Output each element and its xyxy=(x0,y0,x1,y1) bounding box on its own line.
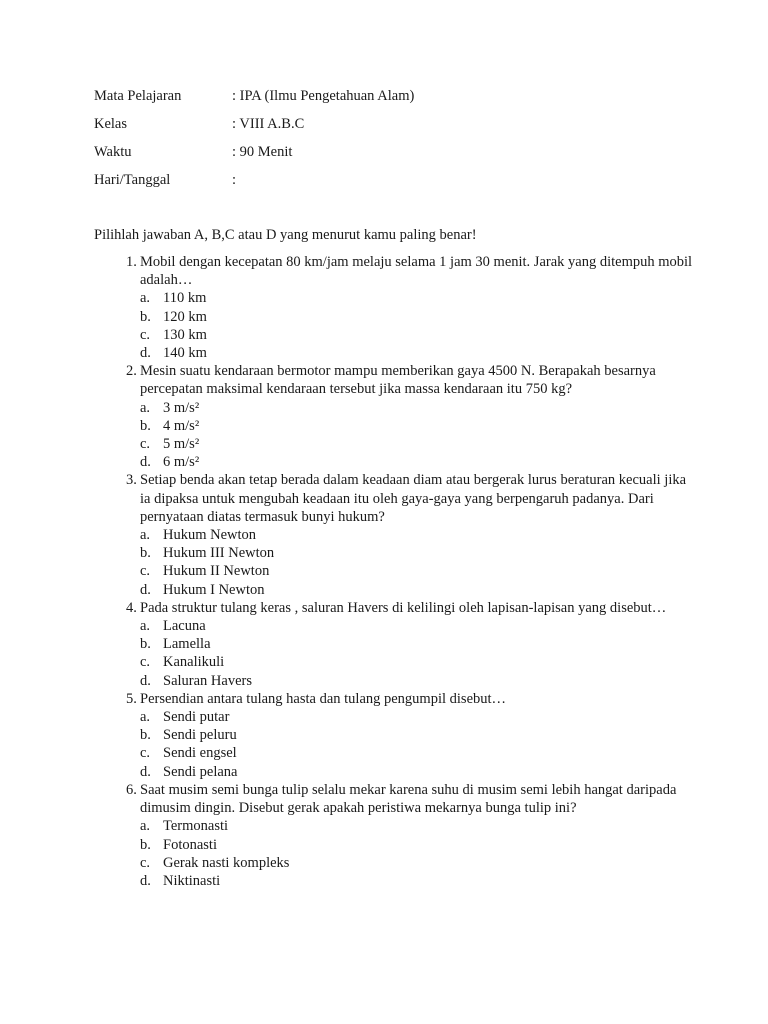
answer-option xyxy=(140,344,694,362)
option-text: Gerak nasti kompleks xyxy=(163,854,290,871)
option-key: a. xyxy=(140,709,151,726)
answer-option xyxy=(140,653,694,671)
question-item xyxy=(94,781,694,890)
time-label: Waktu xyxy=(94,144,132,160)
answer-option xyxy=(140,617,694,635)
option-text: Sendi putar xyxy=(163,709,230,726)
option-key: c. xyxy=(140,563,151,580)
option-text: Sendi engsel xyxy=(163,745,237,762)
option-key: a. xyxy=(140,290,151,307)
answer-option xyxy=(140,544,694,562)
option-text: 110 km xyxy=(163,290,207,307)
answer-option xyxy=(140,635,694,653)
question-body xyxy=(140,362,694,471)
question-text: Saat musim semi bunga tulip selalu mekar karena suhu di musim semi lebih hangat daripada dimusim dingin. Disebut gerak apakah peristiwa mekarnya bunga tulip ini? xyxy=(140,781,677,817)
class-label: Kelas xyxy=(94,116,128,132)
answer-option xyxy=(140,562,694,580)
option-text: Sendi peluru xyxy=(163,727,237,744)
option-text: Hukum Newton xyxy=(163,527,257,544)
option-key: b. xyxy=(140,545,151,562)
question-list xyxy=(94,253,694,890)
option-text: Kanalikuli xyxy=(163,654,225,671)
answer-option xyxy=(140,726,694,744)
option-text: Sendi pelana xyxy=(163,763,238,780)
question-text: Pada struktur tulang keras , saluran Havers di kelilingi oleh lapisan-lapisan yang disebut… xyxy=(140,599,667,616)
question-number: 6. xyxy=(126,781,137,798)
question-number-cell xyxy=(94,599,140,690)
question-number: 5. xyxy=(126,690,137,707)
answer-option xyxy=(140,672,694,690)
question-text: Mobil dengan kecepatan 80 km/jam melaju selama 1 jam 30 menit. Jarak yang ditempuh mobil adalah… xyxy=(140,254,693,289)
answer-option xyxy=(140,526,694,544)
option-text: Lamella xyxy=(163,636,211,653)
question-number: 1. xyxy=(126,254,137,270)
option-list xyxy=(140,526,694,599)
question-body xyxy=(140,690,694,781)
option-text: 4 m/s² xyxy=(163,417,200,434)
question-item xyxy=(94,599,694,690)
option-text: Fotonasti xyxy=(163,836,217,853)
question-item xyxy=(94,690,694,781)
option-key: b. xyxy=(140,308,151,325)
answer-option xyxy=(140,326,694,344)
option-list xyxy=(140,708,694,781)
question-item xyxy=(94,362,694,471)
class-value: : VIII A.B.C xyxy=(232,116,305,132)
question-number: 2. xyxy=(126,363,137,380)
option-key: d. xyxy=(140,672,151,689)
option-text: Lacuna xyxy=(163,618,206,635)
question-number-cell xyxy=(94,253,140,362)
option-text: Hukum II Newton xyxy=(163,563,270,580)
option-text: 5 m/s² xyxy=(163,436,200,453)
question-item xyxy=(94,253,694,362)
option-key: c. xyxy=(140,326,151,343)
option-key: c. xyxy=(140,654,151,671)
option-list xyxy=(140,399,694,472)
option-key: d. xyxy=(140,581,151,598)
question-number-cell xyxy=(94,781,140,890)
question-text: Mesin suatu kendaraan bermotor mampu memberikan gaya 4500 N. Berapakah besarnya percepatan maksimal kendaraan tersebut jika massa kendaraan itu 750 kg? xyxy=(140,363,656,398)
header-row-date xyxy=(94,170,414,198)
date-label: Hari/Tanggal xyxy=(94,172,171,188)
question-text: Setiap benda akan tetap berada dalam keadaan diam atau bergerak lurus beraturan kecuali jika ia dipaksa untuk mengubah keadaan itu oleh gaya-gaya yang berpengaruh padanya. Dari pernyataan diatas termasuk bunyi hukum? xyxy=(140,472,687,525)
option-key: d. xyxy=(140,345,151,362)
subject-value: : IPA (Ilmu Pengetahuan Alam) xyxy=(232,88,415,104)
option-key: a. xyxy=(140,818,151,835)
answer-option xyxy=(140,453,694,471)
header-row-time xyxy=(94,142,414,170)
question-number-cell xyxy=(94,362,140,471)
question-number-cell xyxy=(94,690,140,781)
option-key: d. xyxy=(140,872,151,889)
option-key: a. xyxy=(140,527,151,544)
answer-option xyxy=(140,399,694,417)
option-list xyxy=(140,289,694,362)
answer-option xyxy=(140,435,694,453)
answer-option xyxy=(140,872,694,890)
subject-label: Mata Pelajaran xyxy=(94,88,182,104)
option-key: d. xyxy=(140,454,151,471)
option-key: d. xyxy=(140,763,151,780)
option-text: Saluran Havers xyxy=(163,672,252,689)
question-body xyxy=(140,471,694,598)
answer-option xyxy=(140,744,694,762)
exam-header xyxy=(94,86,414,198)
option-list xyxy=(140,817,694,890)
answer-option xyxy=(140,581,694,599)
option-key: a. xyxy=(140,399,151,416)
option-key: c. xyxy=(140,436,151,453)
answer-option xyxy=(140,836,694,854)
option-text: Hukum I Newton xyxy=(163,581,265,598)
option-text: Hukum III Newton xyxy=(163,545,275,562)
option-key: a. xyxy=(140,618,151,635)
question-number: 4. xyxy=(126,599,137,616)
option-text: 140 km xyxy=(163,345,207,362)
answer-option xyxy=(140,308,694,326)
option-text: 6 m/s² xyxy=(163,454,200,471)
date-value: : xyxy=(232,172,237,188)
header-row-subject xyxy=(94,86,414,114)
question-body xyxy=(140,781,694,890)
instruction-text: Pilihlah jawaban A, B,C atau D yang menurut kamu paling benar! xyxy=(94,227,477,243)
answer-option xyxy=(140,417,694,435)
question-body xyxy=(140,599,694,690)
option-key: b. xyxy=(140,417,151,434)
question-body xyxy=(140,253,694,362)
option-text: 130 km xyxy=(163,326,207,343)
answer-option xyxy=(140,817,694,835)
time-value: : 90 Menit xyxy=(232,144,293,160)
option-text: 3 m/s² xyxy=(163,399,200,416)
option-key: c. xyxy=(140,854,151,871)
option-text: 120 km xyxy=(163,308,207,325)
answer-option xyxy=(140,854,694,872)
option-text: Niktinasti xyxy=(163,872,221,889)
option-text: Termonasti xyxy=(163,818,229,835)
question-number-cell xyxy=(94,471,140,598)
option-key: c. xyxy=(140,745,151,762)
question-number: 3. xyxy=(126,472,137,489)
answer-option xyxy=(140,708,694,726)
question-text: Persendian antara tulang hasta dan tulang pengumpil disebut… xyxy=(140,690,507,707)
question-item xyxy=(94,471,694,598)
option-key: b. xyxy=(140,727,151,744)
option-key: b. xyxy=(140,836,151,853)
option-list xyxy=(140,617,694,690)
answer-option xyxy=(140,763,694,781)
header-row-class xyxy=(94,114,414,142)
answer-option xyxy=(140,289,694,307)
option-key: b. xyxy=(140,636,151,653)
